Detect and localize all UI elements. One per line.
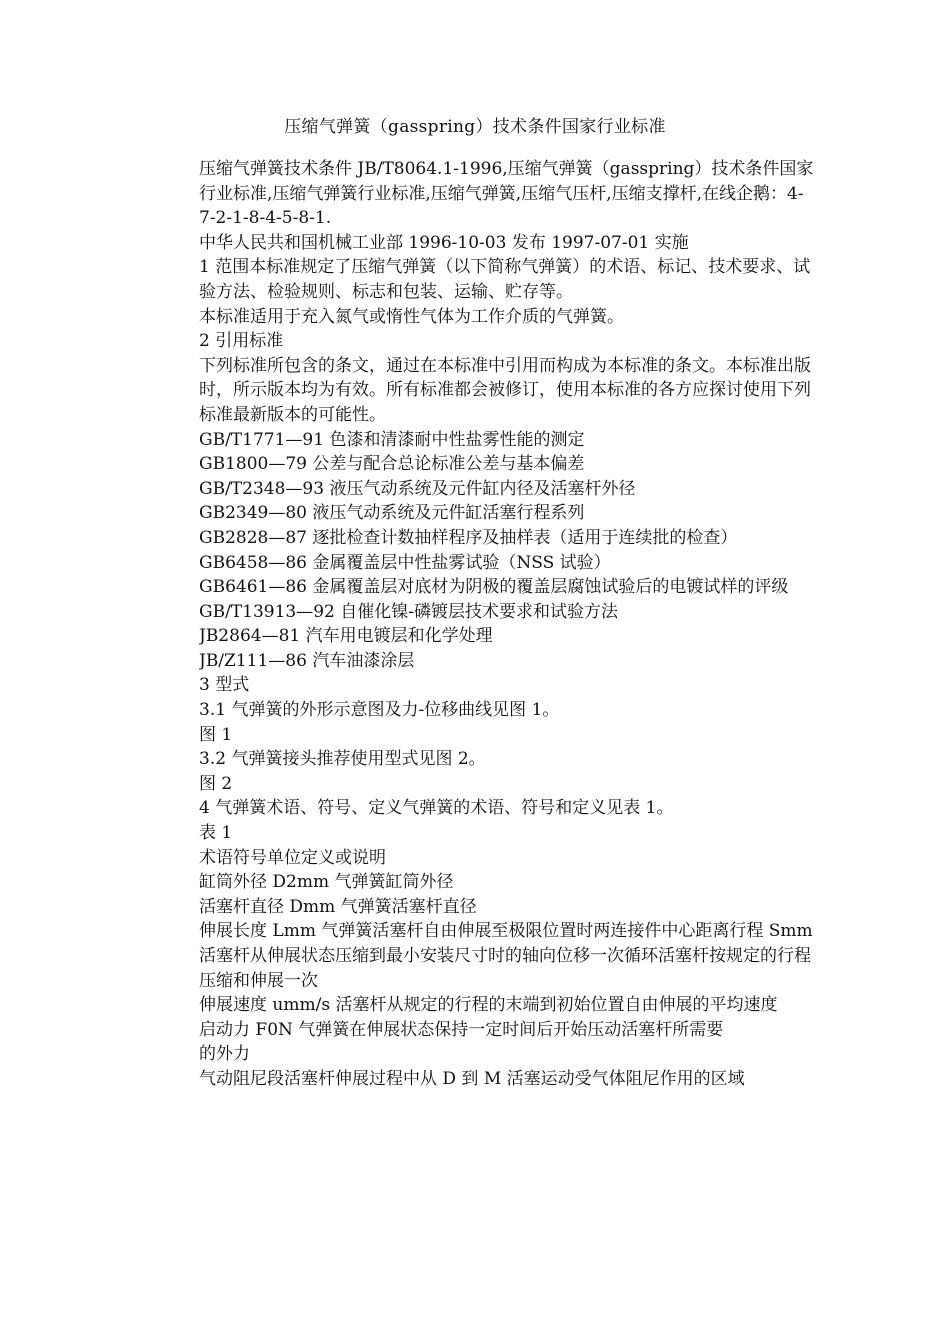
- section-heading-types: 3 型式: [199, 675, 250, 696]
- reference-item: GB2828—87 逐批检查计数抽样程序及抽样表（适用于连续批的检查）: [199, 527, 738, 548]
- reference-item: GB/T13913—92 自催化镍-磷镀层技术要求和试验方法: [199, 601, 618, 622]
- reference-item: GB/T1771—91 色漆和清漆耐中性盐雾性能的测定: [199, 429, 585, 450]
- text-line-scope: 1 范围本标准规定了压缩气弹簧（以下简称气弹簧）的术语、标记、技术要求、试验方法、检验规则、标志和包装、运输、贮存等。: [199, 257, 811, 302]
- figure-label-2: 图 2: [199, 773, 233, 794]
- text-line-figure-2-ref: 3.2 气弹簧接头推荐使用型式见图 2。: [199, 749, 486, 770]
- section-heading-references: 2 引用标准: [199, 331, 284, 352]
- text-line-references-intro: 下列标准所包含的条文，通过在本标准中引用而构成为本标准的条文。本标准出版时，所示版本均为有效。所有标准都会被修订，使用本标准的各方应探讨使用下列标准最新版本的可能性。: [199, 355, 811, 425]
- document-body: [199, 157, 817, 1092]
- table-row: 缸筒外径 D2mm 气弹簧缸筒外径: [199, 872, 454, 893]
- reference-item: GB6458—86 金属覆盖层中性盐雾试验（NSS 试验）: [199, 552, 611, 573]
- reference-item: JB/Z111—86 汽车油漆涂层: [199, 650, 415, 671]
- figure-label-1: 图 1: [199, 724, 233, 745]
- document-title: 压缩气弹簧（gasspring）技术条件国家行业标准: [284, 117, 666, 137]
- table-row: 伸展速度 umm/s 活塞杆从规定的行程的末端到初始位置自由伸展的平均速度: [199, 995, 778, 1016]
- table-row: 伸展长度 Lmm 气弹簧活塞杆自由伸展至极限位置时两连接件中心距离行程 Smm 活塞杆从伸展状态压缩到最小安装尺寸时的轴向位移一次循环活塞杆按规定的行程压缩和伸展一次: [199, 921, 813, 991]
- reference-item: GB6461—86 金属覆盖层对底材为阴极的覆盖层腐蚀试验后的电镀试样的评级: [199, 577, 789, 598]
- table-header-row: 术语符号单位定义或说明: [199, 847, 386, 868]
- reference-item: GB1800—79 公差与配合总论标准公差与基本偏差: [199, 454, 585, 475]
- text-line-scope-applicability: 本标准适用于充入氮气或惰性气体为工作介质的气弹簧。: [199, 306, 624, 327]
- table-row: 活塞杆直径 Dmm 气弹簧活塞杆直径: [199, 896, 477, 917]
- table-row: 启动力 F0N 气弹簧在伸展状态保持一定时间后开始压动活塞杆所需要: [199, 1019, 724, 1040]
- section-heading-terms: 4 气弹簧术语、符号、定义气弹簧的术语、符号和定义见表 1。: [199, 798, 674, 819]
- reference-item: GB2349—80 液压气动系统及元件缸活塞行程系列: [199, 503, 585, 524]
- text-line-intro: 压缩气弹簧技术条件 JB/T8064.1-1996,压缩气弹簧（gasspring）技术条件国家行业标准,压缩气弹簧行业标准,压缩气弹簧,压缩气压杆,压缩支撑杆,在线企鹅：4-7-2-1-8-4-5-8-1.: [199, 159, 814, 229]
- text-line-publish-info: 中华人民共和国机械工业部 1996-10-03 发布 1997-07-01 实施: [199, 232, 689, 253]
- table-label-1: 表 1: [199, 823, 233, 844]
- reference-item: JB2864—81 汽车用电镀层和化学处理: [199, 626, 493, 647]
- reference-item: GB/T2348—93 液压气动系统及元件缸内径及活塞杆外径: [199, 478, 636, 499]
- table-row-continuation: 的外力: [199, 1044, 250, 1065]
- text-line-figure-1-ref: 3.1 气弹簧的外形示意图及力-位移曲线见图 1。: [199, 700, 560, 721]
- table-row: 气动阻尼段活塞杆伸展过程中从 D 到 M 活塞运动受气体阻尼作用的区域: [199, 1068, 745, 1089]
